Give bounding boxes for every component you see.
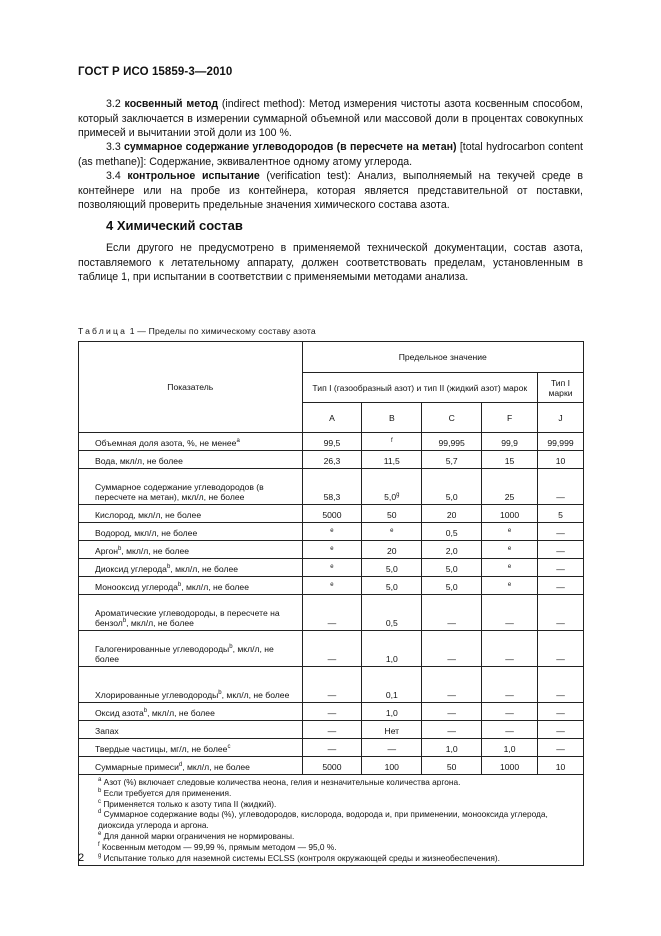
table-row <box>79 523 584 541</box>
notes-cell <box>79 775 584 866</box>
value-cell: — <box>422 631 482 667</box>
table-row <box>79 667 584 703</box>
value-cell: 5,0$^g$ <box>362 469 422 505</box>
definition-3-3 <box>78 140 583 169</box>
grade-header: A <box>302 403 362 433</box>
indicator-cell: Диоксид углерода$^b$, мкл/л, не более <box>79 559 303 577</box>
value-cell: 11,5 <box>362 451 422 469</box>
indicator-cell: Вода, мкл/л, не более <box>79 451 303 469</box>
indicator-cell: Хлорированные углеводороды$^b$, мкл/л, не более <box>79 667 303 703</box>
value-cell: 5 <box>538 505 584 523</box>
definition-number: 3.4 <box>106 170 121 182</box>
indicator-cell: Ароматические углеводороды, в пересчете на бензол$^b$, мкл/л, не более <box>79 595 303 631</box>
value-cell: — <box>362 739 422 757</box>
value-cell: 99,999 <box>538 433 584 451</box>
grade-header: J <box>538 403 584 433</box>
table-row <box>79 433 584 451</box>
indicator-cell: Галогенированные углеводороды$^b$, мкл/л, не более <box>79 631 303 667</box>
table-row <box>79 559 584 577</box>
indicator-cell: Запах <box>79 721 303 739</box>
table-note: $^e$ Для данной марки ограничения не нормированы. <box>98 830 295 841</box>
value-cell: — <box>302 631 362 667</box>
value-cell: — <box>422 721 482 739</box>
indicator-cell: Кислород, мкл/л, не более <box>79 505 303 523</box>
value-cell: — <box>302 721 362 739</box>
value-cell: 5,0 <box>362 577 422 595</box>
value-cell: e <box>482 559 538 577</box>
value-cell: — <box>302 595 362 631</box>
value-cell: — <box>538 577 584 595</box>
indicator-cell: Суммарные примеси$^d$, мкл/л, не более <box>79 757 303 775</box>
table-row <box>79 577 584 595</box>
value-cell: 2,0 <box>422 541 482 559</box>
limit-header: Предельное значение <box>302 342 583 373</box>
value-cell: — <box>302 739 362 757</box>
value-cell: 1,0 <box>362 631 422 667</box>
table-note: $^f$ Косвенным методом — 99,99 %, прямым методом — 95,0 %. <box>98 841 337 852</box>
table-caption-label: Таблица <box>78 326 128 336</box>
value-cell: 20 <box>422 505 482 523</box>
value-cell: 25 <box>482 469 538 505</box>
definition-term: косвенный метод <box>124 98 219 110</box>
table-note: $^d$ Суммарное содержание воды (%), углеводородов, кислорода, водорода и, при применении, монооксида углерода, диоксида углерода и аргона. <box>98 809 548 831</box>
value-cell: — <box>302 703 362 721</box>
value-cell: 1000 <box>482 757 538 775</box>
value-cell: — <box>538 667 584 703</box>
value-cell: 5,0 <box>362 559 422 577</box>
section-heading: 4 Химический состав <box>106 218 243 233</box>
value-cell: 50 <box>422 757 482 775</box>
indicator-cell: Монооксид углерода$^b$, мкл/л, не более <box>79 577 303 595</box>
table-row <box>79 757 584 775</box>
value-cell: 0,5 <box>362 595 422 631</box>
table-note: $^b$ Если требуется для применения. <box>98 787 232 798</box>
value-cell: — <box>538 739 584 757</box>
value-cell: 1,0 <box>422 739 482 757</box>
value-cell: 5,0 <box>422 577 482 595</box>
value-cell: — <box>538 631 584 667</box>
section-paragraph-text: Если другого не предусмотрено в применяемой технической документации, состав азота, поставляемого к летательному аппарату, должен соответствовать пределам, установленным в таблице 1, при испытании в соответствии с применяемыми методами анализа. <box>78 242 583 283</box>
value-cell: 5,0 <box>422 469 482 505</box>
value-cell: Нет <box>362 721 422 739</box>
value-cell: 20 <box>362 541 422 559</box>
definition-number: 3.2 <box>106 98 121 110</box>
table-row <box>79 631 584 667</box>
table-notes <box>79 775 584 866</box>
value-cell: 1000 <box>482 505 538 523</box>
value-cell: 50 <box>362 505 422 523</box>
value-cell: e <box>302 559 362 577</box>
value-cell: — <box>538 703 584 721</box>
value-cell: — <box>538 721 584 739</box>
indicator-cell: Аргон$^b$, мкл/л, не более <box>79 541 303 559</box>
value-cell: — <box>538 559 584 577</box>
value-cell: e <box>482 523 538 541</box>
table-caption-text: 1 — Пределы по химическому составу азота <box>129 326 316 336</box>
value-cell: 1,0 <box>362 703 422 721</box>
table-row <box>79 721 584 739</box>
value-cell: 15 <box>482 451 538 469</box>
value-cell: 5,7 <box>422 451 482 469</box>
value-cell: e <box>482 541 538 559</box>
indicator-cell: Объемная доля азота, %, не менее$^a$ <box>79 433 303 451</box>
value-cell: — <box>422 703 482 721</box>
value-cell: 10 <box>538 757 584 775</box>
value-cell: e <box>302 523 362 541</box>
definition-term: контрольное испытание <box>127 170 260 182</box>
definition-3-2 <box>78 97 583 141</box>
type1-header: Тип I марки <box>538 373 584 403</box>
indicator-header: Показатель <box>79 342 303 433</box>
value-cell: — <box>482 703 538 721</box>
value-cell: 1,0 <box>482 739 538 757</box>
type12-header: Тип I (газообразный азот) и тип II (жидкий азот) марок <box>302 373 537 403</box>
section-paragraph <box>78 241 583 285</box>
value-cell: 5000 <box>302 757 362 775</box>
page-number: 2 <box>78 852 85 864</box>
table-row <box>79 703 584 721</box>
indicator-cell: Оксид азота$^b$, мкл/л, не более <box>79 703 303 721</box>
value-cell: 0,5 <box>422 523 482 541</box>
grade-header: B <box>362 403 422 433</box>
value-cell: — <box>538 523 584 541</box>
value-cell: 58,3 <box>302 469 362 505</box>
value-cell: — <box>302 667 362 703</box>
value-cell: e <box>302 577 362 595</box>
table-row <box>79 739 584 757</box>
table-row <box>79 541 584 559</box>
grade-header: F <box>482 403 538 433</box>
definition-3-4 <box>78 169 583 213</box>
table-caption <box>78 326 316 336</box>
value-cell: — <box>538 595 584 631</box>
table-row <box>79 505 584 523</box>
definition-number: 3.3 <box>106 141 121 153</box>
table-row <box>79 451 584 469</box>
definition-term-en: (verification test) <box>266 170 348 182</box>
value-cell: — <box>422 595 482 631</box>
grade-header: C <box>422 403 482 433</box>
value-cell: 0,1 <box>362 667 422 703</box>
table-row <box>79 595 584 631</box>
value-cell: — <box>482 631 538 667</box>
document-header: ГОСТ Р ИСО 15859-3—2010 <box>78 66 233 78</box>
value-cell: 99,5 <box>302 433 362 451</box>
value-cell: e <box>302 541 362 559</box>
value-cell: — <box>538 541 584 559</box>
definition-term-en: [total hydrocarbon content (as methane)] <box>78 141 583 168</box>
indicator-cell: Водород, мкл/л, не более <box>79 523 303 541</box>
value-cell: 5000 <box>302 505 362 523</box>
indicator-cell: Суммарное содержание углеводородов (в пересчете на метан), мкл/л, не более <box>79 469 303 505</box>
definition-text: : Содержание, эквивалентное одному атому углерода. <box>143 155 413 168</box>
value-cell: e <box>482 577 538 595</box>
table-note: $^c$ Применяется только к азоту типа II (жидкий). <box>98 798 277 809</box>
value-cell: e <box>362 523 422 541</box>
value-cell: 100 <box>362 757 422 775</box>
definition-term: суммарное содержание углеводородов (в пересчете на метан) <box>124 141 457 153</box>
value-cell: — <box>422 667 482 703</box>
value-cell: 99,9 <box>482 433 538 451</box>
table-note: $^a$ Азот (%) включает следовые количества неона, гелия и незначительные количества аргона. <box>98 777 461 787</box>
table-body <box>79 433 584 775</box>
value-cell: 99,995 <box>422 433 482 451</box>
value-cell: 5,0 <box>422 559 482 577</box>
definition-text: : Метод измерения чистоты азота косвенным способом, который заключается в измерении суммарной объемной или массовой доли в процентах совокупных примесей и вычитании этой доли из 100 %. <box>78 98 583 139</box>
composition-table <box>78 341 584 866</box>
value-cell: f <box>362 433 422 451</box>
value-cell: — <box>538 469 584 505</box>
value-cell: 26,3 <box>302 451 362 469</box>
value-cell: — <box>482 667 538 703</box>
table-row <box>79 469 584 505</box>
value-cell: — <box>482 595 538 631</box>
definition-term-en: (indirect method) <box>221 98 303 110</box>
table-note: $^g$ Испытание только для наземной системы ECLSS (контроля окружающей среды и жизнеобеспечения). <box>98 852 500 863</box>
indicator-cell: Твердые частицы, мг/л, не более$^c$ <box>79 739 303 757</box>
value-cell: 10 <box>538 451 584 469</box>
definition-text: : Анализ, выполняемый на текучей среде в контейнере или на пробе из контейнера, которая является представительной от поставки, позволяющий проверить предельные значения химического состава азота. <box>78 170 583 211</box>
value-cell: — <box>482 721 538 739</box>
